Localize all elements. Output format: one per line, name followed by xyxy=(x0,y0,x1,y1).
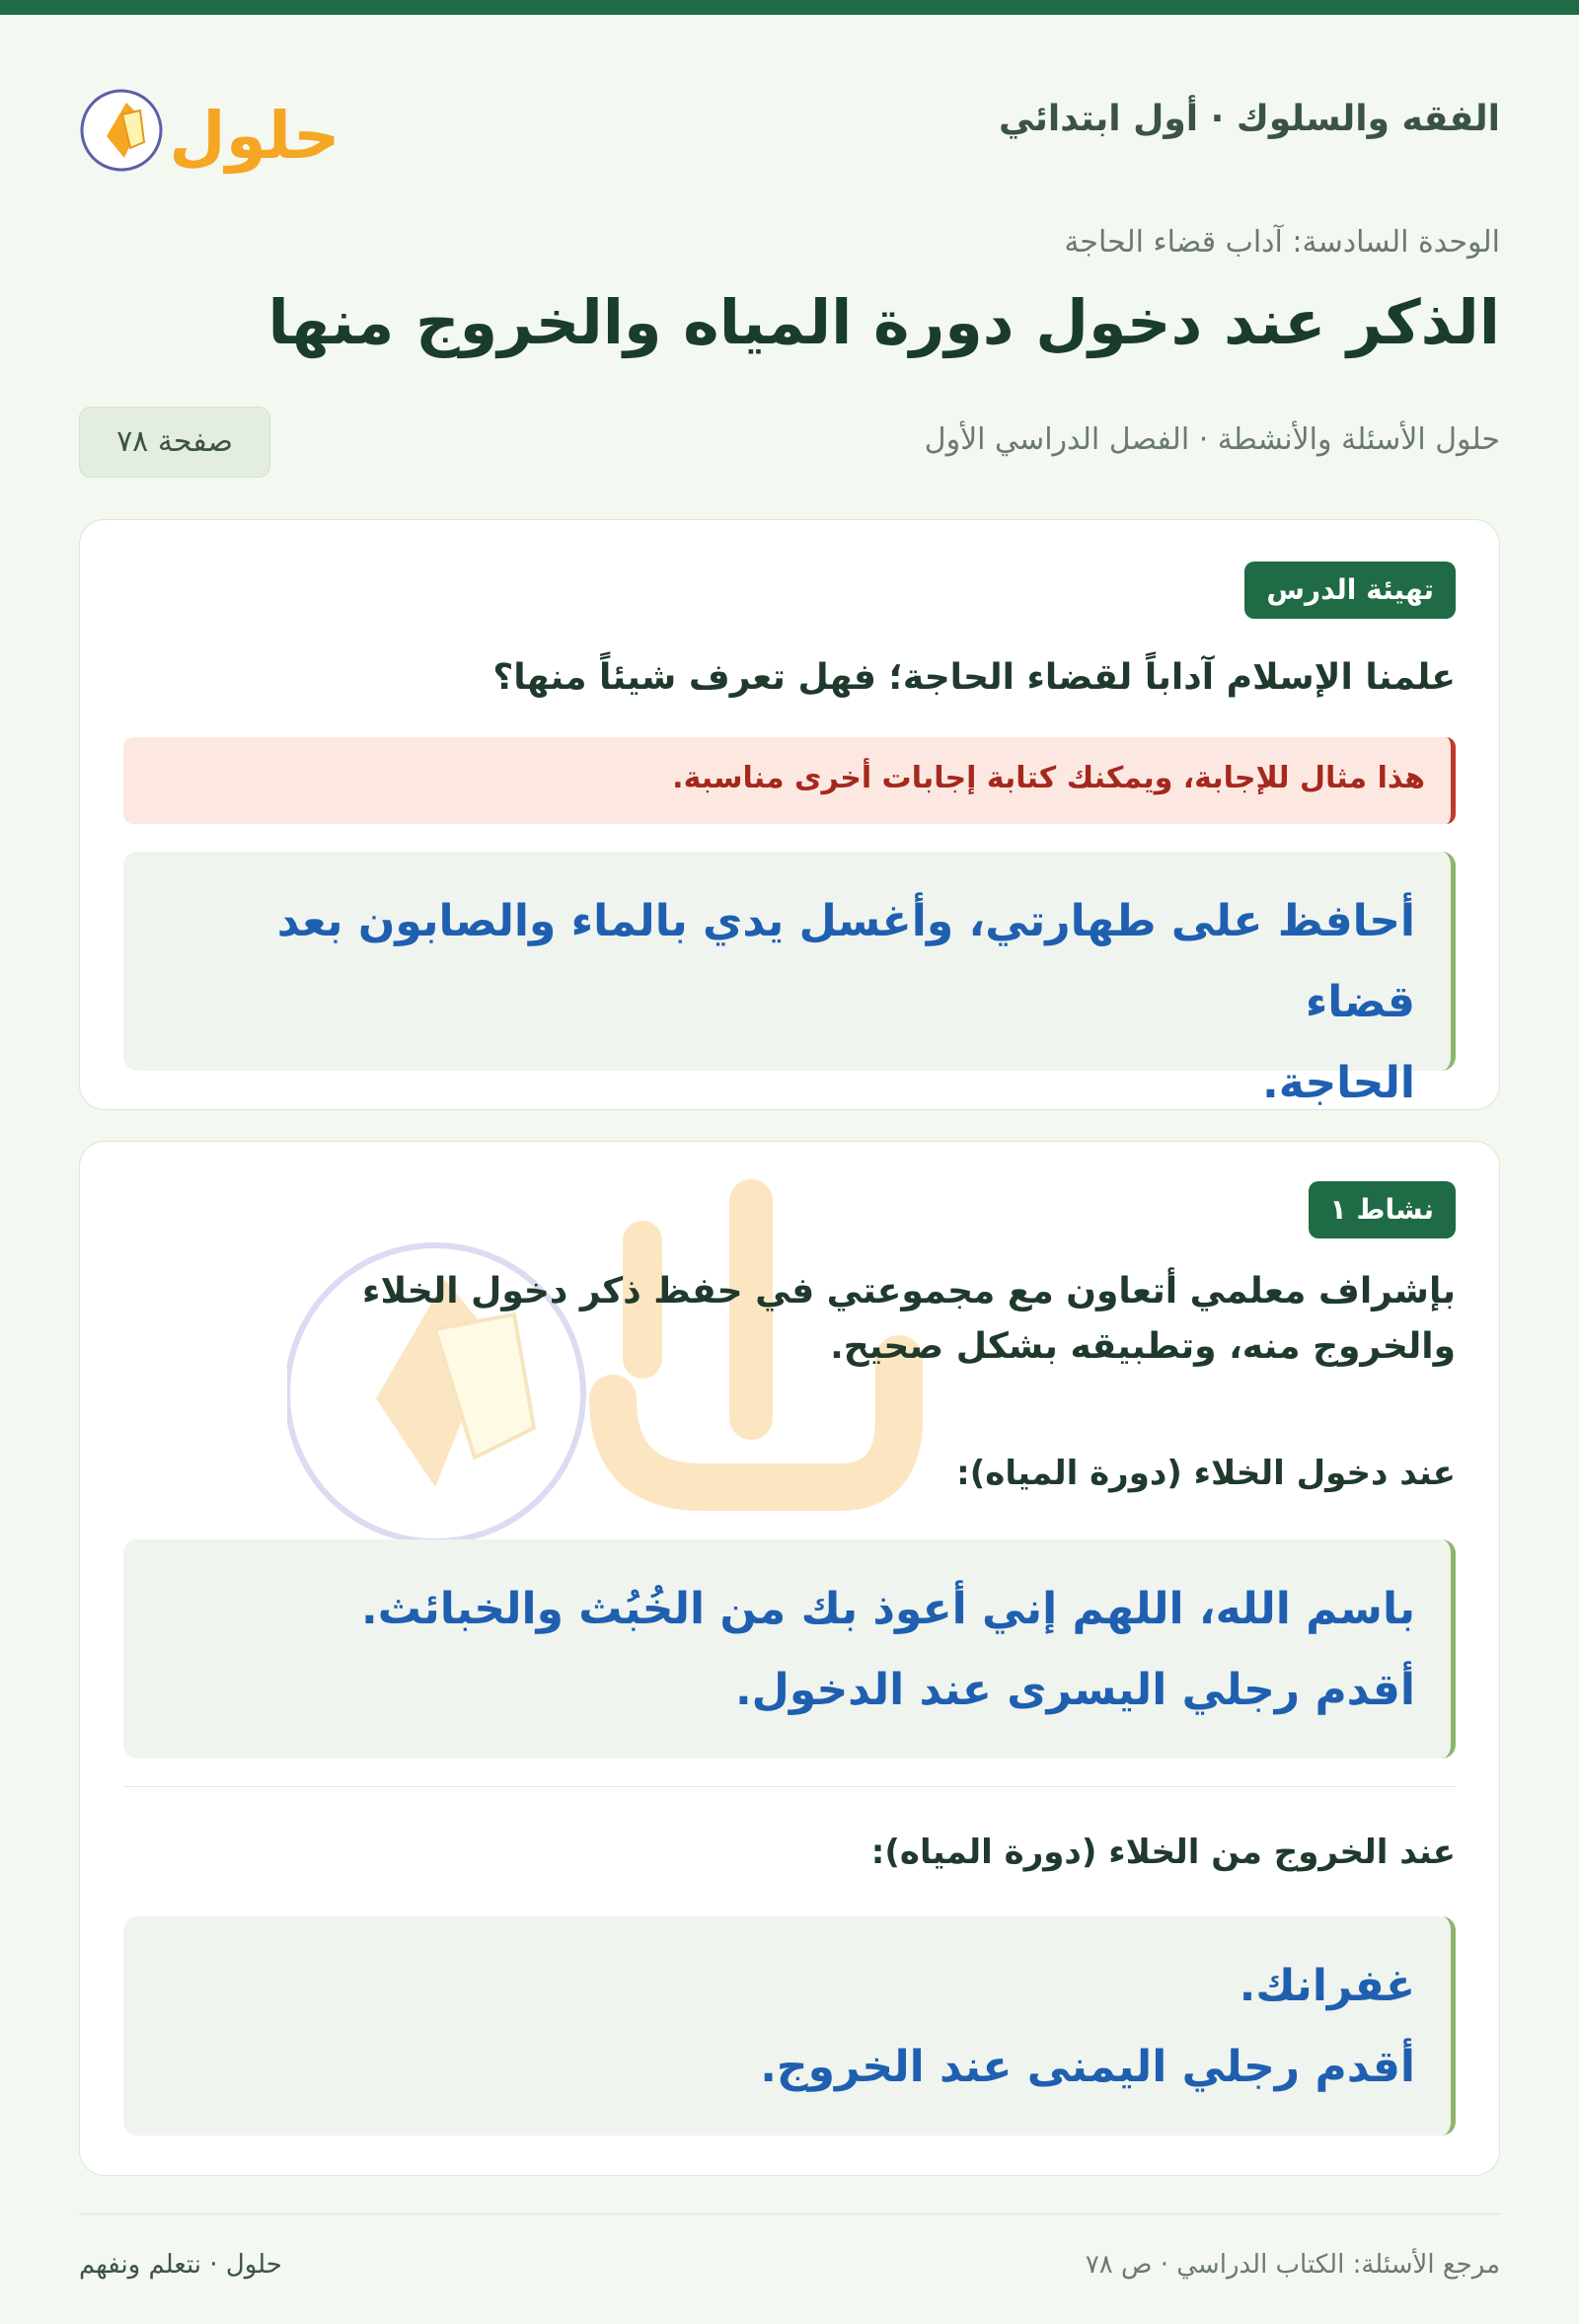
entering-label: عند دخول الخلاء (دورة المياه): xyxy=(956,1454,1456,1493)
warmup-answer-line: الحاجة. xyxy=(1262,1058,1415,1108)
unit-label: الوحدة السادسة: آداب قضاء الحاجة xyxy=(1064,225,1500,260)
footer-reference: مرجع الأسئلة: الكتاب الدراسي · ص ٧٨ xyxy=(1085,2250,1500,2280)
exiting-answer-line: أقدم رجلي اليمنى عند الخروج. xyxy=(760,2042,1415,2092)
header xyxy=(79,59,1500,187)
warmup-card xyxy=(79,519,1500,1110)
activity-question-line: والخروج منه، وتطبيقه بشكل صحيح. xyxy=(830,1326,1456,1367)
hulul-logo[interactable] xyxy=(79,59,355,187)
entering-answer-line: أقدم رجلي اليسرى عند الدخول. xyxy=(734,1665,1415,1715)
warmup-answer-line: أحافظ على طهارتي، وأغسل يدي بالماء والصابون بعد قضاء xyxy=(276,896,1415,1027)
subject-grade: الفقه والسلوك · أول ابتدائي xyxy=(998,99,1500,139)
top-accent-bar xyxy=(0,0,1579,15)
logo-text: حلول xyxy=(169,98,340,174)
footer-brand: حلول · نتعلم ونفهم xyxy=(79,2250,282,2280)
warmup-tag: تهيئة الدرس xyxy=(1244,562,1456,619)
lesson-meta: حلول الأسئلة والأنشطة · الفصل الدراسي الأول xyxy=(924,422,1500,457)
exiting-answer-box xyxy=(123,1916,1456,2136)
entering-answer-line: باسم الله، اللهم إني أعوذ بك من الخُبُث والخبائث. xyxy=(360,1584,1415,1634)
example-note xyxy=(123,737,1456,824)
activity-tag: نشاط ١ xyxy=(1309,1181,1456,1238)
entering-answer-box xyxy=(123,1539,1456,1759)
page-badge: صفحة ٧٨ xyxy=(79,407,270,478)
example-note-text: هذا مثال للإجابة، ويمكنك كتابة إجابات أخرى مناسبة. xyxy=(672,761,1425,795)
exiting-label: عند الخروج من الخلاء (دورة المياه): xyxy=(870,1833,1456,1872)
section-divider xyxy=(123,1786,1456,1787)
warmup-question: علمنا الإسلام آداباً لقضاء الحاجة؛ فهل تعرف شيئاً منها؟ xyxy=(492,657,1456,698)
footer-divider xyxy=(79,2213,1500,2214)
page-title: الذكر عند دخول دورة المياه والخروج منها xyxy=(267,286,1500,358)
activity-card xyxy=(79,1141,1500,2176)
activity-question-line: بإشراف معلمي أتعاون مع مجموعتي في حفظ ذكر دخول الخلاء xyxy=(362,1271,1456,1312)
warmup-answer-box xyxy=(123,852,1456,1108)
exiting-answer-line: غفرانك. xyxy=(1239,1961,1415,2011)
